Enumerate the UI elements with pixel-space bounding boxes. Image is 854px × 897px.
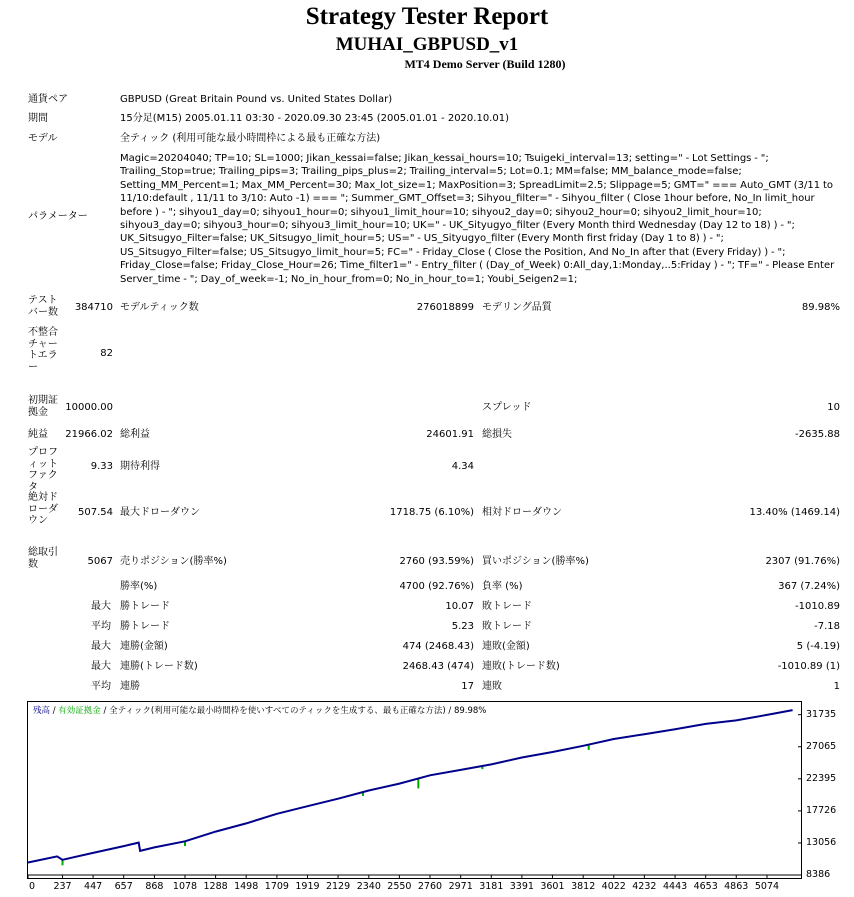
avg-cons-wins-value: 17 xyxy=(461,681,474,692)
x-tick-label: 4232 xyxy=(632,881,657,892)
total-trades-value: 5067 xyxy=(87,556,113,567)
mismatch-label: 不整合チャートエラー xyxy=(28,327,58,373)
gross-profit-label: 総利益 xyxy=(120,429,150,440)
balance-chart xyxy=(27,701,802,879)
net-profit-value: 21966.02 xyxy=(65,429,113,440)
profit-factor-value: 9.33 xyxy=(90,461,113,472)
avg-cons-loss-label: 連敗 xyxy=(482,681,502,692)
x-tick-label: 3601 xyxy=(540,881,565,892)
rel-drawdown-value: 13.40% (1469.14) xyxy=(749,507,840,518)
mismatch-value: 82 xyxy=(100,348,113,359)
bars-value: 384710 xyxy=(74,302,113,313)
report-title: Strategy Tester Report xyxy=(305,3,549,30)
cons-loss-trades-value: -1010.89 (1) xyxy=(777,661,840,672)
largest-win-value: 10.07 xyxy=(445,601,474,612)
long-positions-value: 2307 (91.76%) xyxy=(765,556,840,567)
gross-profit-value: 24601.91 xyxy=(426,429,474,440)
x-tick-label: 237 xyxy=(53,881,72,892)
cons-profit-value: 2468.43 (474) xyxy=(402,661,474,672)
model-label: モデル xyxy=(28,133,58,144)
y-tick-label: 22395 xyxy=(806,772,837,784)
period-value: 15分足(M15) 2005.01.11 03:30 - 2020.09.30 23:45 (2005.01.01 - 2020.10.01) xyxy=(120,113,509,124)
max-drawdown-value: 1718.75 (6.10%) xyxy=(389,507,474,518)
period-label: 期間 xyxy=(28,113,48,124)
x-tick-label: 0 xyxy=(28,881,36,892)
short-positions-label: 売りポジション(勝率%) xyxy=(120,556,227,567)
deposit-label: 初期証拠金 xyxy=(28,395,58,418)
model-value: 全ティック (利用可能な最小時間枠による最も正確な方法) xyxy=(120,133,381,144)
x-tick-label: 3812 xyxy=(571,881,596,892)
short-positions-value: 2760 (93.59%) xyxy=(399,556,474,567)
x-tick-label: 2760 xyxy=(417,881,443,892)
abs-drawdown-value: 507.54 xyxy=(78,507,113,518)
x-tick-label: 1919 xyxy=(295,881,320,892)
y-tick-label: 31735 xyxy=(806,708,837,720)
max-cons-label-2: 最大 xyxy=(91,661,111,672)
avg-win-label: 勝トレード xyxy=(120,621,170,632)
win-pct-value: 4700 (92.76%) xyxy=(399,581,474,592)
x-tick-label: 3181 xyxy=(479,881,504,892)
net-profit-label: 純益 xyxy=(28,429,48,440)
x-tick-label: 3391 xyxy=(509,881,534,892)
abs-drawdown-label: 絶対ドローダウン xyxy=(28,492,58,526)
ea-name: MUHAI_GBPUSD_v1 xyxy=(335,34,519,55)
avg-cons-label: 平均 xyxy=(91,681,111,692)
x-tick-label: 2340 xyxy=(356,881,381,892)
rel-drawdown-label: 相対ドローダウン xyxy=(482,507,562,518)
avg-win-value: 5.23 xyxy=(451,621,474,632)
avg-loss-value: -7.18 xyxy=(814,621,840,632)
largest-loss-value: -1010.89 xyxy=(795,601,840,612)
largest-label: 最大 xyxy=(91,601,111,612)
x-tick-label: 4443 xyxy=(662,881,688,892)
average-label: 平均 xyxy=(91,621,111,632)
x-tick-label: 1078 xyxy=(172,881,198,892)
avg-cons-wins-label: 連勝 xyxy=(120,681,140,692)
max-drawdown-label: 最大ドローダウン xyxy=(120,507,200,518)
legend-sep: / xyxy=(50,706,59,716)
cons-loss-trades-label: 連敗(トレード数) xyxy=(482,661,560,672)
x-tick-label: 4022 xyxy=(601,881,626,892)
expected-payoff-label: 期待利得 xyxy=(120,461,160,472)
ticks-label: モデルティック数 xyxy=(120,302,199,313)
x-tick-label: 1498 xyxy=(234,881,259,892)
profit-factor-label: プロフィットファクタ xyxy=(28,447,58,493)
ticks-value: 276018899 xyxy=(416,302,474,313)
cons-wins-money-value: 474 (2468.43) xyxy=(402,641,474,652)
deposit-value: 10000.00 xyxy=(65,402,113,413)
largest-win-label: 勝トレード xyxy=(120,601,170,612)
y-tick-label: 8386 xyxy=(806,869,831,880)
spread-label: スプレッド xyxy=(482,402,532,413)
loss-pct-label: 負率 (%) xyxy=(482,581,523,592)
quality-value: 89.98% xyxy=(801,302,840,313)
gross-loss-value: -2635.88 xyxy=(795,429,840,440)
x-tick-label: 447 xyxy=(84,881,103,892)
x-tick-label: 657 xyxy=(114,881,133,892)
legend-balance: 残高 xyxy=(33,706,51,716)
win-pct-label: 勝率(%) xyxy=(120,581,158,592)
avg-loss-label: 敗トレード xyxy=(482,621,532,632)
x-tick-label: 868 xyxy=(145,881,164,892)
y-tick-label: 27065 xyxy=(806,740,837,752)
quality-label: モデリング品質 xyxy=(482,302,552,313)
gross-loss-label: 総損失 xyxy=(482,429,512,440)
x-tick-label: 4653 xyxy=(693,881,718,892)
long-positions-label: 買いポジション(勝率%) xyxy=(482,556,589,567)
x-tick-label: 2550 xyxy=(387,881,412,892)
x-tick-label: 4863 xyxy=(724,881,749,892)
loss-pct-value: 367 (7.24%) xyxy=(778,581,840,592)
server-name: MT4 Demo Server (Build 1280) xyxy=(404,57,566,71)
x-tick-label: 5074 xyxy=(754,881,780,892)
legend-rest: / 全ティック(利用可能な最小時間枠を使いすべてのティックを生成する、最も正確な方法) / 89.98% xyxy=(100,706,487,716)
x-tick-label: 2129 xyxy=(325,881,351,892)
y-tick-label: 17726 xyxy=(806,804,837,816)
chart-legend xyxy=(33,704,486,716)
x-tick-label: 2971 xyxy=(448,881,473,892)
params-label: パラメーター xyxy=(28,211,88,222)
bars-label: テスト バー数 xyxy=(28,295,58,318)
symbol-label: 通貨ペア xyxy=(28,94,68,105)
expected-payoff-value: 4.34 xyxy=(451,461,474,472)
total-trades-label: 総取引数 xyxy=(28,547,58,570)
cons-wins-money-label: 連勝(金額) xyxy=(120,641,168,652)
cons-loss-money-label: 連敗(金額) xyxy=(482,641,530,652)
spread-value: 10 xyxy=(827,402,840,413)
y-tick-label: 13056 xyxy=(806,836,837,848)
x-tick-label: 1709 xyxy=(264,881,289,892)
avg-cons-loss-value: 1 xyxy=(833,681,840,692)
legend-equity: 有効証拠金 xyxy=(58,706,101,716)
max-cons-label: 最大 xyxy=(91,641,111,652)
x-tick-label: 1288 xyxy=(203,881,228,892)
params-value: Magic=20204040; TP=10; SL=1000; Jikan_kessai=false; Jikan_kessai_hours=10; Tsuigeki_interval=13; setting=" - Lot Settings - "; Trailing_Stop=true; Trailing_pips=3; Trailing_pips_plus=2; Trailing_interval=5; Lot=0.1; MM=false; MM_balance_mode=false; Setting_MM_Percent=1; Max_MM_Percent=30; Max_lot_size=1; MaxPosition=3; SpreadLimit=2.5; Slippage=5; GMT=" === Auto_GMT (3/11 to 11/10:default , 11/11 to 3/10: Auto -1) === "; Summer_GMT_Offset=3; Sihyou_filter=" - Sihyou_filter ( Close 1hour before, No_In limit_hour before ) - "; sihyou1_day=0; sihyou1_hour=0; sihyou1_limit_hour=10; sihyou2_day=0; sihyou2_hour=0; sihyou2_limit_hour=10; sihyou3_day=0; sihyou3_hour=0; sihyou3_limit_hour=10; UK=" - UK_Sityugyo_filter (Every Month third Wednesday (Day 12 to 18) ) - "; UK_Sitsugyo_Filter=false; UK_Sitsugyo_limit_hour=5; US=" - US_Sityugyo_filter (Every Month first friday (Day 1 to 8) ) - "; US_Sitsugyo_Filter=false; US_Sitsugyo_limit_hour=5; FC=" - Friday_Close ( Close the Position, And No_In after that (Every Friday) ) - "; Friday_Close=false; Friday_Close_Hour=26; Time_filter1=" - Entry_filter ( (Day_of_Week) 0:All_day,1:Monday,..5:Friday ) - "; TF=" - Please Enter Server_time - "; Day_of_week=-1; No_in_hour_from=0; No_in_hour_to=1; Youbi_Seigen2=1; xyxy=(120,153,835,285)
cons-loss-money-value: 5 (-4.19) xyxy=(796,641,840,652)
largest-loss-label: 敗トレード xyxy=(482,601,532,612)
cons-profit-label: 連勝(トレード数) xyxy=(120,661,198,672)
symbol-value: GBPUSD (Great Britain Pound vs. United States Dollar) xyxy=(120,94,393,105)
